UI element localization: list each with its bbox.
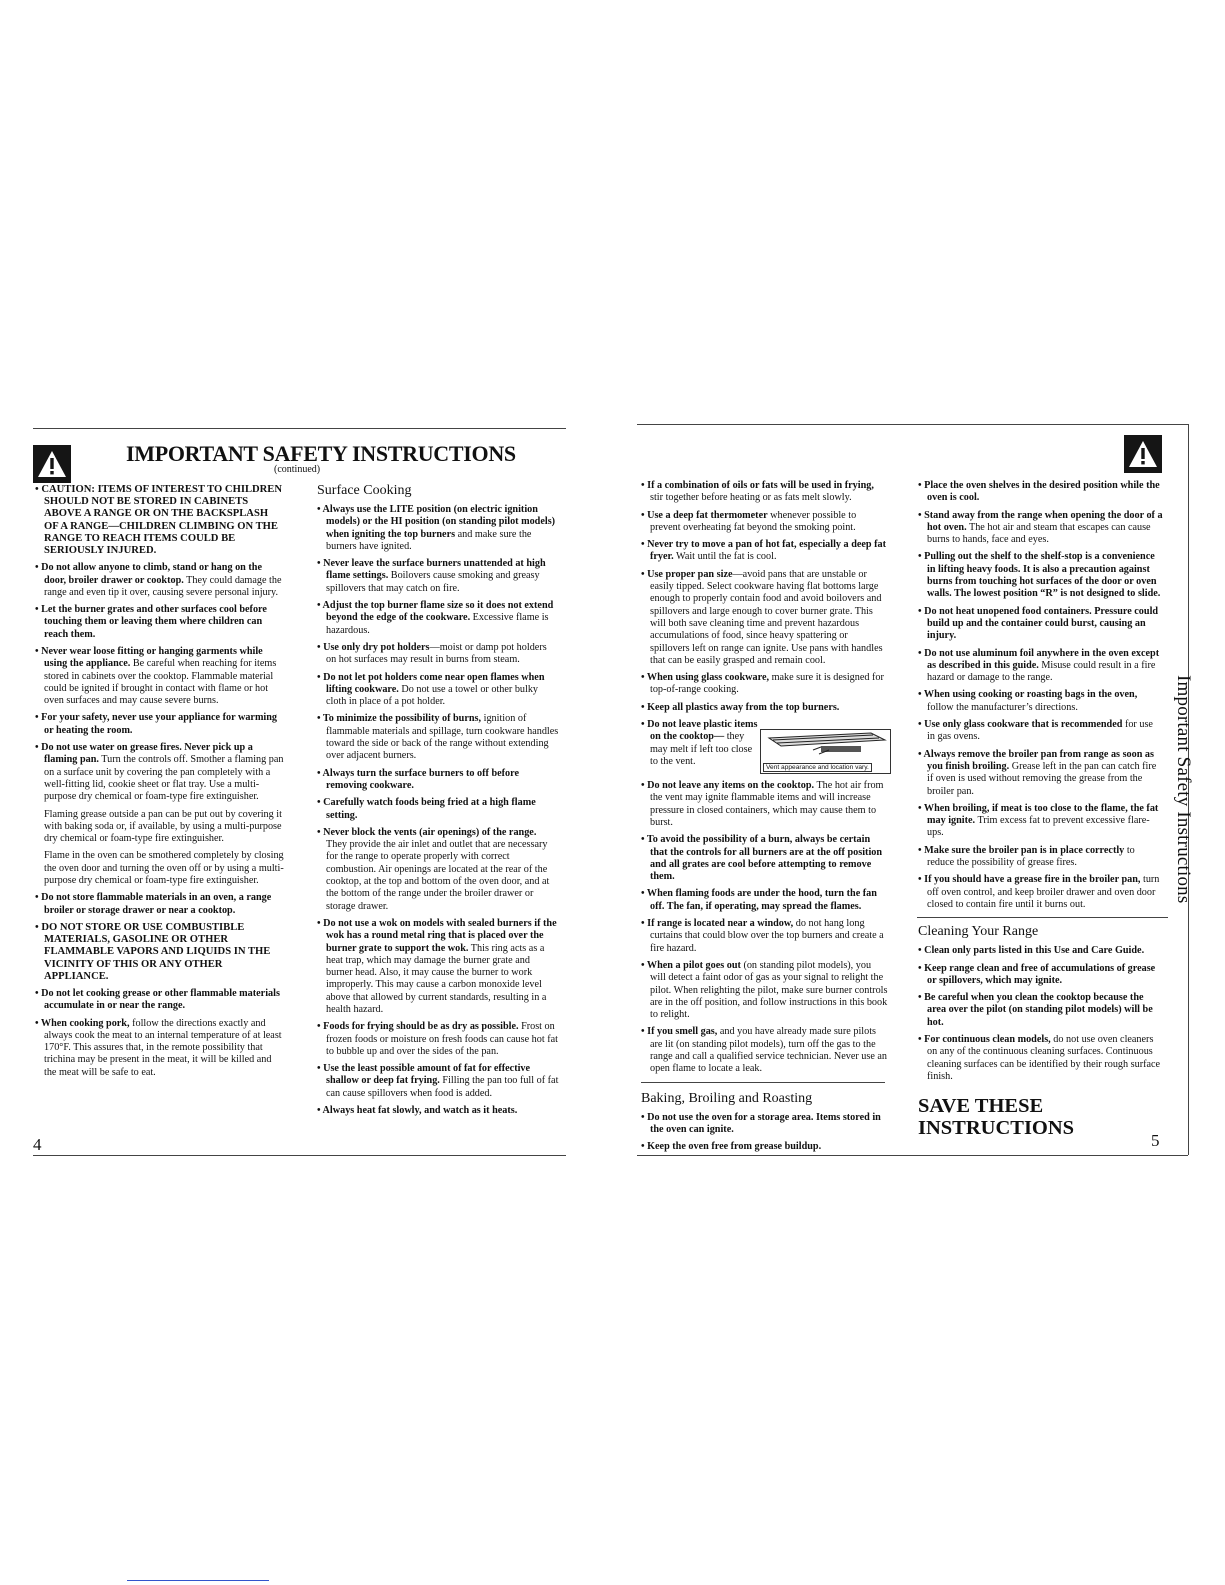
- vent-caption: Vent appearance and location vary.: [763, 763, 872, 772]
- list-item: • Always turn the surface burners to off before removing cookware.: [317, 767, 520, 791]
- warning-triangle-icon: [1124, 435, 1162, 473]
- list-item: • When flaming foods are under the hood, turn the fan off. The fan, if operating, may spread the flames.: [641, 888, 877, 912]
- list-item: • Do not use water on grease fires. Never pick up a flaming pan. Turn the controls off. Smother a flaming pan on a surface unit by covering the pan completely with a well-fitting lid, cookie sheet or flat tray. Use a multi-purpose dry chemical or foam-type fire extinguisher.: [35, 742, 284, 803]
- caution-item: • DO NOT STORE OR USE COMBUSTIBLE MATERIALS, GASOLINE OR OTHER FLAMMABLE VAPORS AND LIQUIDS IN THE VICINITY OF THIS OR ANY OTHER APPLIANCE.: [35, 921, 271, 982]
- page-subtitle: (continued): [274, 464, 321, 475]
- list-item: • Carefully watch foods being fried at a high flame setting.: [317, 797, 536, 821]
- section-heading: Surface Cooking: [317, 483, 412, 498]
- link-underline: [127, 1580, 269, 1581]
- page-number-right: 5: [1151, 1131, 1160, 1150]
- list-item: • Never block the vents (air openings) of the range. They provide the air inlet and outlet that are necessary for the range to operate properly with correct combustion. Air openings are located at the rear of the cooktop, at the top and bottom of the oven door, and at the bottom of the range under the broiler drawer or storage drawer.: [317, 826, 550, 912]
- list-item: • To minimize the possibility of burns, ignition of flammable materials and spillage, turn cookware handles toward the side or back of the range without extending over adjacent burners.: [317, 713, 559, 762]
- section-heading: Baking, Broiling and Roasting: [641, 1090, 813, 1106]
- list-item: • Use only dry pot holders—moist or damp pot holders on hot surfaces may result in burns from steam.: [317, 641, 547, 666]
- caution-item: • CAUTION: ITEMS OF INTEREST TO CHILDREN SHOULD NOT BE STORED IN CABINETS ABOVE A RANGE OR ON THE BACKSPLASH OF A RANGE—CHILDREN CLIMBING ON THE RANGE TO REACH ITEMS COULD BE SERIOUSLY INJURED.: [35, 484, 283, 557]
- list-item: • Do not let cooking grease or other flammable materials accumulate in or near the range.: [35, 987, 280, 1012]
- list-item: • Keep the oven free from grease buildup.: [641, 1141, 822, 1153]
- list-item: • Place the oven shelves in the desired position while the oven is cool.: [918, 480, 1160, 504]
- list-item: • Do not use a wok on models with sealed burners if the wok has a round metal ring that is placed over the burner grate to support the wok. This ring acts as a heat trap, which may damage the burner grate and burner head. Also, it may cause the burner to work improperly. This may cause a carbon monoxide level above that allowed by current standards, resulting in a health hazard.: [317, 917, 557, 1015]
- list-item: • If a combination of oils or fats will be used in frying, stir together before heating or as fats melt slowly.: [641, 480, 874, 504]
- column-1: [35, 484, 285, 1084]
- warning-triangle-icon: [33, 445, 71, 483]
- list-item: • Do not allow anyone to climb, stand or hang on the door, broiler drawer or cooktop. They could damage the range and even tip it over, causing severe personal injury.: [35, 562, 282, 598]
- list-item: • Do not use aluminum foil anywhere in the oven except as described in this guide. Misuse could result in a fire hazard or damage to the range.: [918, 647, 1160, 684]
- save-instructions-heading: SAVE THESE INSTRUCTIONS: [918, 1095, 1075, 1139]
- list-item: • Do not leave plastic items on the cooktop— they may melt if left too close to the vent.: [641, 719, 758, 767]
- list-item: • Stand away from the range when opening the door of a hot oven. The hot air and steam that escapes can cause burns to hands, face and eyes.: [918, 509, 1163, 546]
- list-item: • Never wear loose fitting or hanging garments while using the appliance. Be careful when reaching for items stored in cabinets over the cooktop. Flammable material could be ignited if brought in contact with flame or hot oven surfaces and may cause severe burns.: [35, 646, 277, 707]
- list-item: • Pulling out the shelf to the shelf-stop is a convenience in lifting heavy foods. It is also a precaution against burns from touching hot surfaces of the door or oven walls. The lowest position “R” is not designed to slide.: [918, 551, 1161, 600]
- top-rule-left: [33, 428, 566, 429]
- paragraph: Flaming grease outside a pan can be put out by covering it with baking soda or, if available, by using a multi-purpose dry chemical or foam-type fire extinguisher.: [44, 808, 282, 845]
- list-item: • Never try to move a pan of hot fat, especially a deep fat fryer. Wait until the fat is cool.: [641, 539, 887, 563]
- list-item: • Do not store flammable materials in an oven, a range broiler or storage drawer or near a cooktop.: [35, 892, 272, 916]
- cooktop-vent-icon: [761, 730, 890, 760]
- list-item: • Use proper pan size—avoid pans that are unstable or easily tipped. Select cookware having flat bottoms large enough to properly contain food and avoid boilovers and spillovers and large enough to cover burner grate. This will both save cleaning time and prevent hazardous accumulations of food, since heavy spattering or spillovers left on range can ignite. Use pans with handles that can be easily grasped and remain cool.: [641, 568, 883, 666]
- list-item: • Use a deep fat thermometer whenever possible to prevent overheating fat beyond the smoking point.: [641, 509, 857, 533]
- list-item: • Let the burner grates and other surfaces cool before touching them or leaving them where children can reach them.: [35, 604, 267, 640]
- list-item: • When broiling, if meat is too close to the flame, the fat may ignite. Trim excess fat to prevent excessive flare-ups.: [918, 802, 1159, 839]
- list-item: • If range is located near a window, do not hang long curtains that could blow over the top burners and create a fire hazard.: [641, 918, 884, 954]
- list-item: • If you smell gas, and you have already made sure pilots are lit (on standing pilot models), turn off the gas to the range and call a qualified service technician. Never use an open flame to locate a leak.: [641, 1026, 888, 1075]
- list-item: • When using cooking or roasting bags in the oven, follow the manufacturer’s directions.: [918, 689, 1138, 713]
- list-item: • Do not heat unopened food containers. Pressure could build up and the container could burst, causing an injury.: [918, 605, 1159, 642]
- column-2: [317, 482, 559, 1122]
- list-item: • Do not let pot holders come near open flames when lifting cookware. Do not use a towel or other bulky cloth in place of a pot holder.: [317, 671, 545, 708]
- list-item: • Be careful when you clean the cooktop because the area over the pilot (on standing pilot models) will be hot.: [918, 992, 1153, 1028]
- list-item: • Do not use the oven for a storage area. Items stored in the oven can ignite.: [641, 1111, 881, 1135]
- page-title: IMPORTANT SAFETY INSTRUCTIONS: [126, 441, 516, 466]
- list-item: • Keep all plastics away from the top burners.: [641, 701, 840, 713]
- list-item: • Use the least possible amount of fat for effective shallow or deep fat frying. Filling the pan too full of fat can cause spillovers when food is added.: [317, 1063, 559, 1099]
- list-item: • Always remove the broiler pan from range as soon as you finish broiling. Grease left in the pan can catch fire if oven is used without removing the grease from the broiler pan.: [918, 748, 1157, 797]
- list-item: • For continuous clean models, do not use oven cleaners on any of the continuous cleaning surfaces. Continuous cleaning surfaces can be identified by their rough surface finish.: [918, 1033, 1161, 1082]
- list-item: • Do not leave any items on the cooktop. The hot air from the vent may ignite flammable items and will increase pressure in closed containers, which may cause them to burst.: [641, 780, 884, 828]
- list-item: • When cooking pork, follow the directions exactly and always cook the meat to an internal temperature of at least 170°F. This assures that, in the remote possibility that trichina may be present in the meat, it will be killed and the meat will be safe to eat.: [35, 1017, 282, 1078]
- bottom-rule-left: [33, 1155, 566, 1156]
- list-item: • Adjust the top burner flame size so it does not extend beyond the edge of the cookware. Excessive flame is hazardous.: [317, 600, 554, 636]
- paragraph: Flame in the oven can be smothered completely by closing the oven door and turning the oven off or by using a multi-purpose dry chemical or foam-type fire extinguisher.: [44, 850, 284, 887]
- top-rule-right: [637, 424, 1188, 425]
- list-item: • Always heat fat slowly, and watch as it heats.: [317, 1105, 518, 1117]
- list-item: • For your safety, never use your appliance for warming or heating the room.: [35, 712, 278, 736]
- list-item: • Never leave the surface burners unattended at high flame settings. Boilovers cause smoking and greasy spillovers that may catch on fire.: [317, 558, 546, 594]
- list-item: • Keep range clean and free of accumulations of grease or spillovers, which may ignite.: [918, 962, 1156, 986]
- side-tab-label: Important Safety Instructions: [1173, 675, 1194, 904]
- list-item: • To avoid the possibility of a burn, always be certain that the controls for all burners are at the off position and all grates are cool before attempting to remove them.: [641, 834, 883, 883]
- list-item: • Foods for frying should be as dry as possible. Frost on frozen foods or moisture on fresh foods can cause hot fat to bubble up and over the sides of the pan.: [317, 1021, 558, 1057]
- page-number-left: 4: [33, 1135, 42, 1154]
- column-3: [641, 480, 889, 1158]
- list-item: • When using glass cookware, make sure it is designed for top-of-range cooking.: [641, 672, 884, 696]
- list-item: • If you should have a grease fire in the broiler pan, turn off oven control, and keep broiler drawer and oven door closed to contain fire until it burns out.: [918, 874, 1160, 910]
- list-item: • Clean only parts listed in this Use and Care Guide.: [918, 945, 1145, 957]
- section-heading: Cleaning Your Range: [918, 924, 1039, 940]
- column-4: [918, 480, 1163, 1088]
- list-item: • Use only glass cookware that is recommended for use in gas ovens.: [918, 719, 1153, 743]
- list-item: • Always use the LITE position (on electric ignition models) or the HI position (on standing pilot models) when igniting the top burners and make sure the burners have ignited.: [317, 504, 556, 552]
- list-item: • Make sure the broiler pan is in place correctly to reduce the possibility of grease fires.: [918, 844, 1135, 869]
- list-item: • When a pilot goes out (on standing pilot models), you will detect a faint odor of gas as your signal to relight the pilot. When relighting the pilot, make sure burner controls are in the off position, and follow instructions in this book to relight.: [641, 959, 888, 1021]
- vent-illustration: [760, 729, 891, 774]
